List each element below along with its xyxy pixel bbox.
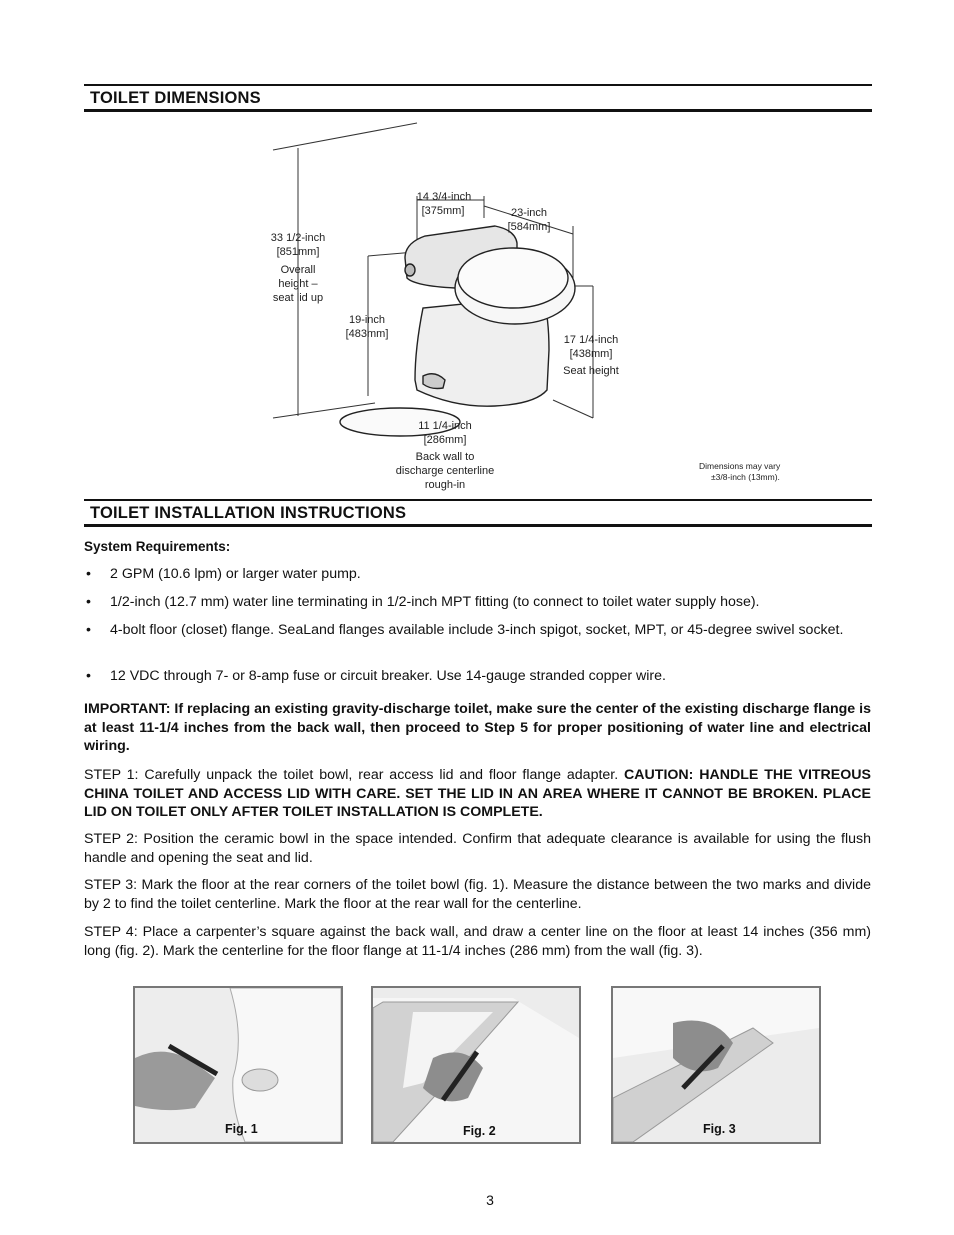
figure-1-photo (133, 986, 343, 1144)
toilet-dimensions-diagram (255, 118, 795, 498)
dimension-label: [286mm] (423, 434, 467, 446)
dimension-label: seat lid up (272, 292, 324, 304)
dimension-label: 19-inch (348, 314, 386, 326)
step-3: STEP 3: Mark the floor at the rear corners of the toilet bowl (fig. 1). Measure the distance between the two marks and divide by 2 to find the toilet centerline. Mark the floor at the rear wall for the centerline. (84, 877, 871, 912)
figure-2-photo (371, 986, 581, 1144)
dimensions-note (699, 461, 780, 483)
section-bottom-rule (84, 109, 872, 112)
dimension-label: [483mm] (345, 328, 389, 340)
list-item: • 2 GPM (10.6 lpm) or larger water pump. (86, 566, 361, 582)
step-2: STEP 2: Position the ceramic bowl in the space intended. Confirm that adequate clearance is available for using the flush handle and opening the seat and lid. (84, 831, 871, 866)
list-item: • 4-bolt floor (closet) flange. SeaLand flanges available include 3-inch spigot, socket, MPT, or 45-degree swivel socket. (86, 622, 844, 638)
important-note: IMPORTANT: If replacing an existing gravity-discharge toilet, make sure the center of the existing discharge flange is at least 11-1/4 inches from the back wall, then proceed to Step 5 for proper positioning of water line and electrical wiring. (84, 701, 871, 754)
note-line-2: ±3/8-inch (13mm). (711, 472, 780, 482)
section-bottom-rule (84, 524, 872, 527)
dimension-label: rough-in (424, 479, 466, 491)
figure-2-caption: Fig. 2 (463, 1124, 496, 1138)
dimension-label: Back wall to (415, 451, 475, 463)
dimension-label: Seat height (563, 365, 619, 377)
section-top-rule (84, 84, 872, 86)
figure-3-caption: Fig. 3 (703, 1122, 736, 1136)
section-top-rule (84, 499, 872, 501)
requirements-heading: System Requirements: (84, 539, 231, 554)
dimension-label: 11 1/4-inch (418, 420, 472, 432)
dimension-label: [438mm] (569, 348, 613, 360)
note-line-1: Dimensions may vary (699, 461, 781, 471)
dimension-label: Overall (280, 264, 316, 276)
step-4: STEP 4: Place a carpenter’s square against the back wall, and draw a center line on the floor at least 14 inches (356 mm) long (fig. 2). Mark the centerline for the floor flange at 11-1/4 inches (286 mm) from the wall (fig. 3). (84, 924, 871, 959)
figure-1-caption: Fig. 1 (225, 1122, 258, 1136)
dimension-label: 23-inch (510, 207, 548, 219)
installation-title: TOILET INSTALLATION INSTRUCTIONS (90, 504, 407, 522)
dimension-label: 33 1/2-inch (270, 232, 326, 244)
page-number: 3 (486, 1192, 494, 1208)
step-1: STEP 1: Carefully unpack the toilet bowl, rear access lid and floor flange adapter. CAUTION: HANDLE THE VITREOUS CHINA TOILET AND ACCESS LID WITH CARE. SET THE LID IN AN AREA WHERE IT CANNOT BE BROKEN. PLACE LID ON TOILET ONLY AFTER TOILET INSTALLATION IS COMPLETE. (84, 767, 871, 820)
dimension-label: discharge centerline (395, 465, 495, 477)
list-item: • 12 VDC through 7- or 8-amp fuse or circuit breaker. Use 14-gauge stranded copper wire. (86, 668, 666, 684)
dimension-label: 17 1/4-inch (563, 334, 619, 346)
dimension-label: height – (278, 278, 318, 290)
dimensions-title: TOILET DIMENSIONS (90, 89, 261, 107)
figure-3-photo (611, 986, 821, 1144)
dimension-label: [375mm] (421, 205, 465, 217)
dimension-label: [584mm] (507, 221, 551, 233)
list-item: • 1/2-inch (12.7 mm) water line terminating in 1/2-inch MPT fitting (to connect to toilet water supply hose). (86, 594, 760, 610)
dimension-label: 14 3/4-inch (416, 191, 472, 203)
dimension-label: [851mm] (276, 246, 320, 258)
